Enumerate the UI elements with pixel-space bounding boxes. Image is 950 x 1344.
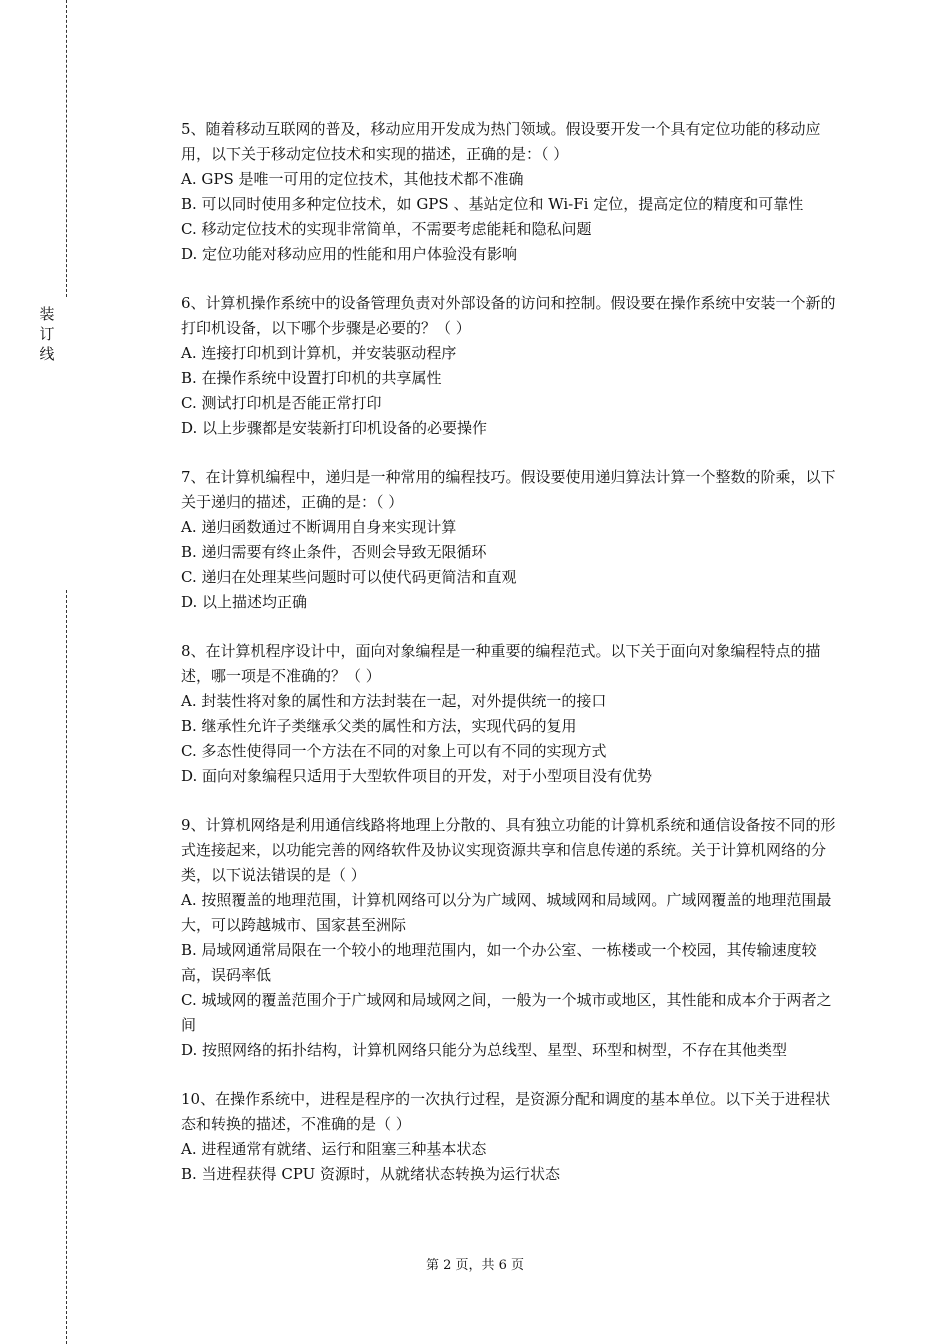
option-a: A. 按照覆盖的地理范围，计算机网络可以分为广域网、城域网和局域网。广域网覆盖的地理范围最大，可以跨越城市、国家甚至洲际 (181, 891, 832, 934)
question-9 (181, 813, 841, 1063)
option-c: C. 移动定位技术的实现非常简单，不需要考虑能耗和隐私问题 (181, 220, 592, 238)
question-stem: 10、在操作系统中，进程是程序的一次执行过程，是资源分配和调度的基本单位。以下关于进程状态和转换的描述，不准确的是（ ） (181, 1090, 831, 1133)
question-list (181, 117, 841, 1211)
binding-dashed-line (66, 0, 67, 297)
option-d: D. 以上描述均正确 (181, 593, 308, 611)
option-b: B. 在操作系统中设置打印机的共享属性 (181, 369, 442, 387)
question-stem: 9、计算机网络是利用通信线路将地理上分散的、具有独立功能的计算机系统和通信设备按不同的形式连接起来，以功能完善的网络软件及协议实现资源共享和信息传递的系统。关于计算机网络的分类，以下说法错误的是（ ） (181, 816, 836, 884)
option-d: D. 面向对象编程只适用于大型软件项目的开发，对于小型项目没有优势 (181, 767, 653, 785)
binding-char: 装 (39, 305, 55, 323)
question-10 (181, 1087, 841, 1187)
option-d: D. 定位功能对移动应用的性能和用户体验没有影响 (181, 245, 518, 263)
question-7 (181, 465, 841, 615)
option-a: A. 进程通常有就绪、运行和阻塞三种基本状态 (181, 1140, 487, 1158)
binding-label (36, 304, 58, 364)
binding-char: 订 (39, 325, 55, 343)
option-a: A. 递归函数通过不断调用自身来实现计算 (181, 518, 457, 536)
option-d: D. 以上步骤都是安装新打印机设备的必要操作 (181, 419, 488, 437)
option-c: C. 测试打印机是否能正常打印 (181, 394, 382, 412)
option-b: B. 继承性允许子类继承父类的属性和方法，实现代码的复用 (181, 717, 577, 735)
option-a: A. GPS 是唯一可用的定位技术，其他技术都不准确 (181, 170, 524, 188)
option-a: A. 封装性将对象的属性和方法封装在一起，对外提供统一的接口 (181, 692, 607, 710)
option-c: C. 城域网的覆盖范围介于广域网和局域网之间，一般为一个城市或地区，其性能和成本介于两者之间 (181, 991, 832, 1034)
binding-dashed-line (66, 590, 67, 1344)
question-stem: 7、在计算机编程中，递归是一种常用的编程技巧。假设要使用递归算法计算一个整数的阶乘，以下关于递归的描述，正确的是：（ ） (181, 468, 836, 511)
option-a: A. 连接打印机到计算机，并安装驱动程序 (181, 344, 457, 362)
question-stem: 5、随着移动互联网的普及，移动应用开发成为热门领域。假设要开发一个具有定位功能的移动应用，以下关于移动定位技术和实现的描述，正确的是：（ ） (181, 120, 821, 163)
question-stem: 8、在计算机程序设计中，面向对象编程是一种重要的编程范式。以下关于面向对象编程特点的描述，哪一项是不准确的？（ ） (181, 642, 821, 685)
binding-char: 线 (39, 345, 55, 363)
option-b: B. 可以同时使用多种定位技术，如 GPS 、基站定位和 Wi-Fi 定位，提高定位的精度和可靠性 (181, 195, 804, 213)
option-c: C. 多态性使得同一个方法在不同的对象上可以有不同的实现方式 (181, 742, 607, 760)
option-d: D. 按照网络的拓扑结构，计算机网络只能分为总线型、星型、环型和树型，不存在其他类型 (181, 1041, 788, 1059)
option-b: B. 递归需要有终止条件，否则会导致无限循环 (181, 543, 487, 561)
question-8 (181, 639, 841, 789)
option-c: C. 递归在处理某些问题时可以使代码更简洁和直观 (181, 568, 517, 586)
page-number: 第 2 页，共 6 页 (425, 1258, 525, 1273)
option-b: B. 局域网通常局限在一个较小的地理范围内，如一个办公室、一栋楼或一个校园，其传输速度较高，误码率低 (181, 941, 817, 984)
question-6 (181, 291, 841, 441)
option-b: B. 当进程获得 CPU 资源时，从就绪状态转换为运行状态 (181, 1165, 561, 1183)
question-5 (181, 117, 841, 267)
question-stem: 6、计算机操作系统中的设备管理负责对外部设备的访问和控制。假设要在操作系统中安装一个新的打印机设备，以下哪个步骤是必要的？（ ） (181, 294, 836, 337)
